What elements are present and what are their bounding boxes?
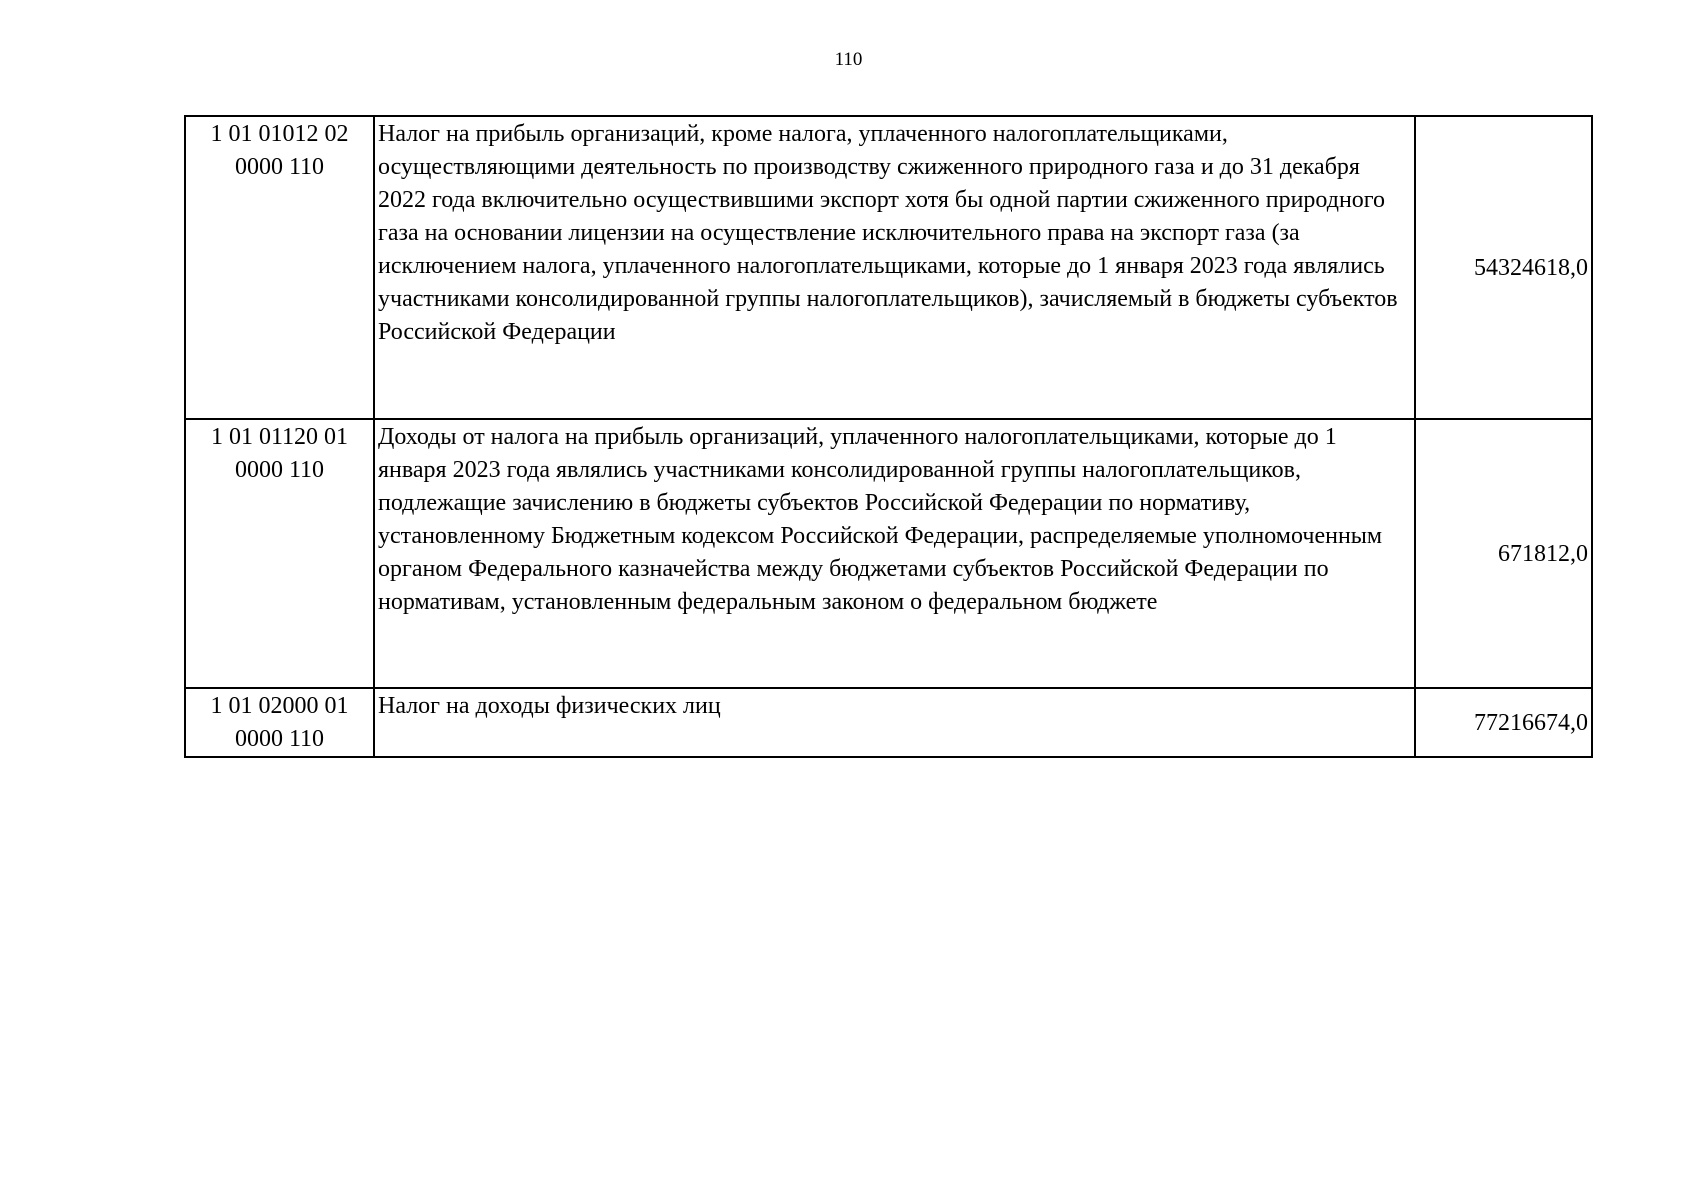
budget-revenue-table [184,115,1593,758]
budget-code-line-1: 1 01 01120 01 [210,424,349,450]
budget-code-line-1: 1 01 01012 02 [210,121,349,147]
amount-cell: 54324618,0 [1415,116,1592,419]
revenue-name-cell: Налог на прибыль организаций, кроме налога, уплаченного налогоплательщиками, осуществляющими деятельность по производству сжиженного природного газа и до 31 декабря 2022 года включительно осуществившими экспорт хотя бы одной партии сжиженного природного газа на основании лицензии на осуществление исключительного права на экспорт газа (за исключением налога, уплаченного налогоплательщиками, которые до 1 января 2023 года являлись участниками консолидированной группы налогоплательщиков), зачисляемый в бюджеты субъектов Российской Федерации [374,116,1415,419]
budget-code-cell [185,419,374,688]
page-number: 110 [834,49,863,70]
table-row [185,419,1592,688]
amount-cell: 77216674,0 [1415,688,1592,757]
budget-code-cell [185,116,374,419]
budget-code-cell [185,688,374,757]
budget-code-line-1: 1 01 02000 01 [210,693,349,719]
revenue-name-cell: Доходы от налога на прибыль организаций, уплаченного налогоплательщиками, которые до 1 января 2023 года являлись участниками консолидированной группы налогоплательщиков, подлежащие зачислению в бюджеты субъектов Российской Федерации по нормативу, установленному Бюджетным кодексом Российской Федерации, распределяемые уполномоченным органом Федерального казначейства между бюджетами субъектов Российской Федерации по нормативам, установленным федеральным законом о федеральном бюджете [374,419,1415,688]
budget-code-line-2: 0000 110 [234,726,325,752]
amount-cell: 671812,0 [1415,419,1592,688]
table-row [185,688,1592,757]
budget-code-line-2: 0000 110 [234,154,325,180]
revenue-name-cell: Налог на доходы физических лиц [374,688,1415,757]
budget-code-line-2: 0000 110 [234,457,325,483]
table-row [185,116,1592,419]
